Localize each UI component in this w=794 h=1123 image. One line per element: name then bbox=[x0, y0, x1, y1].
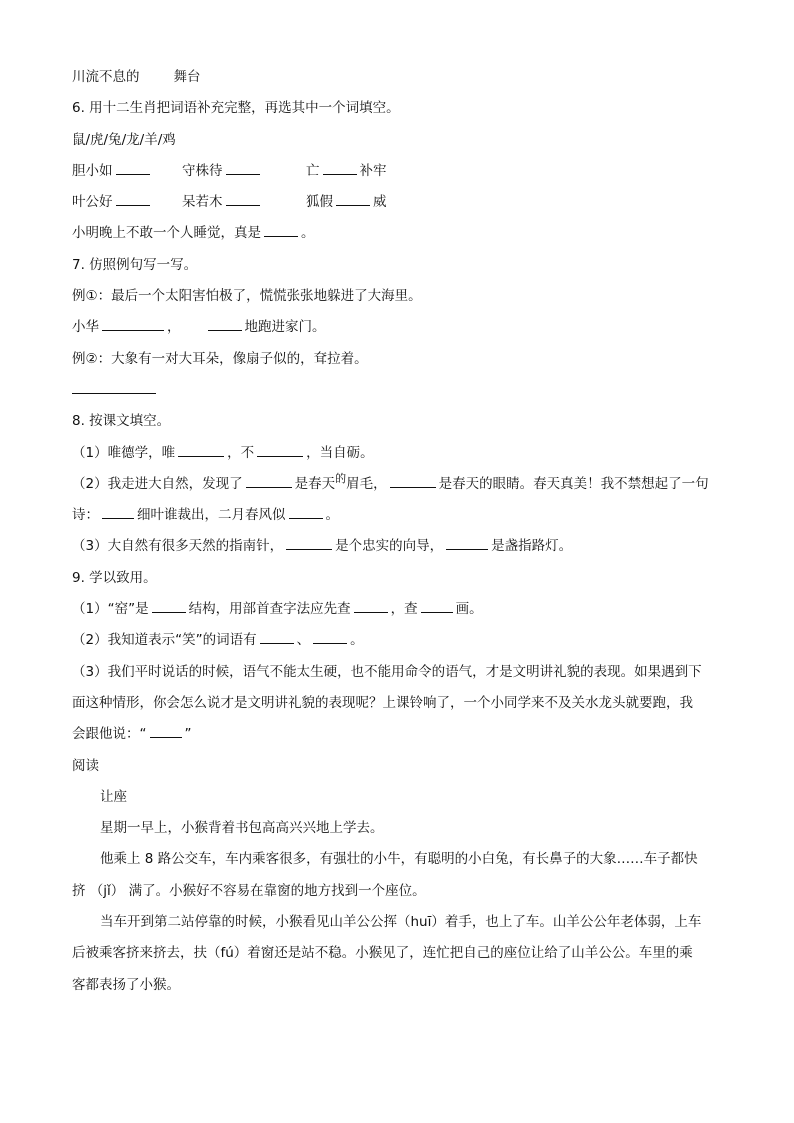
question-9-part-3-line-1: （3）我们平时说话的时候，语气不能太生硬，也不能用命令的语气，才是文明讲礼貌的表现。如果遇到下 bbox=[72, 663, 702, 680]
question-7-fill-1: 小华 ， 地跑进家门。 bbox=[72, 312, 732, 343]
phrase-text: 舞台 bbox=[173, 69, 201, 85]
question-9-part-3-line-2: 面这种情形，你会怎么说才是文明讲礼貌的表现呢？上课铃响了，一个小同学来不及关水龙头就要跑，我 bbox=[72, 694, 693, 711]
question-9-title: 9. 学以致用。 bbox=[72, 569, 157, 586]
question-7-example-2: 例②：大象有一对大耳朵，像扇子似的，耷拉着。 bbox=[72, 350, 368, 367]
answer-blank[interactable] bbox=[313, 627, 347, 644]
answer-blank[interactable] bbox=[257, 440, 303, 457]
answer-blank[interactable] bbox=[116, 158, 150, 175]
worksheet-page bbox=[72, 62, 732, 1001]
story-paragraph-3-line-3: 客都表扬了小猴。 bbox=[72, 976, 180, 993]
answer-blank[interactable] bbox=[226, 189, 260, 206]
answer-blank[interactable] bbox=[150, 721, 182, 738]
phrase-text: 川流不息的 bbox=[72, 69, 140, 85]
answer-blank[interactable] bbox=[102, 502, 134, 519]
story-paragraph-3-line-2: 后被乘客挤来挤去，扶（fú）着窗还是站不稳。小猴见了，连忙把自己的座位让给了山羊公公。车里的乘 bbox=[72, 945, 693, 962]
question-6-row-1: 胆小如 守株待 亡 补牢 bbox=[72, 156, 732, 187]
answer-blank[interactable] bbox=[323, 158, 357, 175]
question-8-title: 8. 按课文填空。 bbox=[72, 413, 171, 430]
question-8-part-2-line-1: （2）我走进大自然，发现了 是春天$^的$眉毛， 是春天的眼睛。春天真美！我不禁想起了一句 bbox=[72, 471, 709, 492]
question-9-part-2: （2）我知道表示“笑”的词语有 、 。 bbox=[72, 625, 732, 656]
question-8-part-2-line-2: 诗： 细叶谁裁出，二月春风似 。 bbox=[72, 500, 732, 531]
question-8-part-3: （3）大自然有很多天然的指南针， 是个忠实的向导， 是盏指路灯。 bbox=[72, 531, 732, 562]
answer-blank[interactable] bbox=[208, 314, 242, 331]
question-6-sentence: 小明晚上不敢一个人睡觉，真是 。 bbox=[72, 218, 732, 249]
question-7-example-1: 例①：最后一个太阳害怕极了，慌慌张张地躲进了大海里。 bbox=[72, 288, 422, 305]
reading-header: 阅读 bbox=[72, 757, 99, 774]
question-6-options: 鼠/虎/兔/龙/羊/鸡 bbox=[72, 131, 176, 148]
story-paragraph-3-line-1: 当车开到第二站停靠的时候，小猴看见山羊公公挥（huī）着手，也上了车。山羊公公年老体弱，上车 bbox=[100, 914, 702, 931]
answer-blank[interactable] bbox=[102, 314, 164, 331]
answer-blank[interactable] bbox=[246, 471, 292, 488]
question-6-row-2: 叶公好 呆若木 狐假 威 bbox=[72, 187, 732, 218]
story-paragraph-2-line-1: 他乘上 8 路公交车，车内乘客很多，有强壮的小牛，有聪明的小白兔，有长鼻子的大象……车子都快 bbox=[100, 851, 698, 868]
story-paragraph-2-line-2: 挤 （jǐ） 满了。小猴好不容易在靠窗的地方找到一个座位。 bbox=[72, 882, 426, 899]
question-7-answer-line bbox=[72, 375, 732, 406]
answer-blank[interactable] bbox=[286, 533, 332, 550]
answer-blank[interactable] bbox=[226, 158, 260, 175]
answer-blank[interactable] bbox=[264, 220, 298, 237]
story-title: 让座 bbox=[100, 788, 127, 805]
answer-blank[interactable] bbox=[421, 596, 453, 613]
answer-blank[interactable] bbox=[354, 596, 388, 613]
answer-blank[interactable] bbox=[446, 533, 488, 550]
continuation-line bbox=[72, 62, 732, 93]
answer-blank[interactable] bbox=[289, 502, 323, 519]
answer-blank[interactable] bbox=[178, 440, 224, 457]
question-8-part-1: （1）唯德学，唯 ，不 ，当自砺。 bbox=[72, 438, 732, 469]
answer-blank[interactable] bbox=[260, 627, 294, 644]
question-6-title: 6. 用十二生肖把词语补充完整，再选其中一个词填空。 bbox=[72, 100, 400, 117]
answer-blank[interactable] bbox=[336, 189, 370, 206]
answer-blank[interactable] bbox=[390, 471, 436, 488]
answer-blank[interactable] bbox=[152, 596, 186, 613]
question-7-title: 7. 仿照例句写一写。 bbox=[72, 256, 198, 273]
answer-blank[interactable] bbox=[72, 375, 156, 394]
answer-blank[interactable] bbox=[116, 189, 150, 206]
question-9-part-3-line-3: 会跟他说：“ ” bbox=[72, 719, 732, 750]
question-9-part-1: （1）“窑”是 结构，用部首查字法应先查 ，查 画。 bbox=[72, 594, 732, 625]
story-paragraph-1: 星期一早上，小猴背着书包高高兴兴地上学去。 bbox=[100, 820, 384, 837]
